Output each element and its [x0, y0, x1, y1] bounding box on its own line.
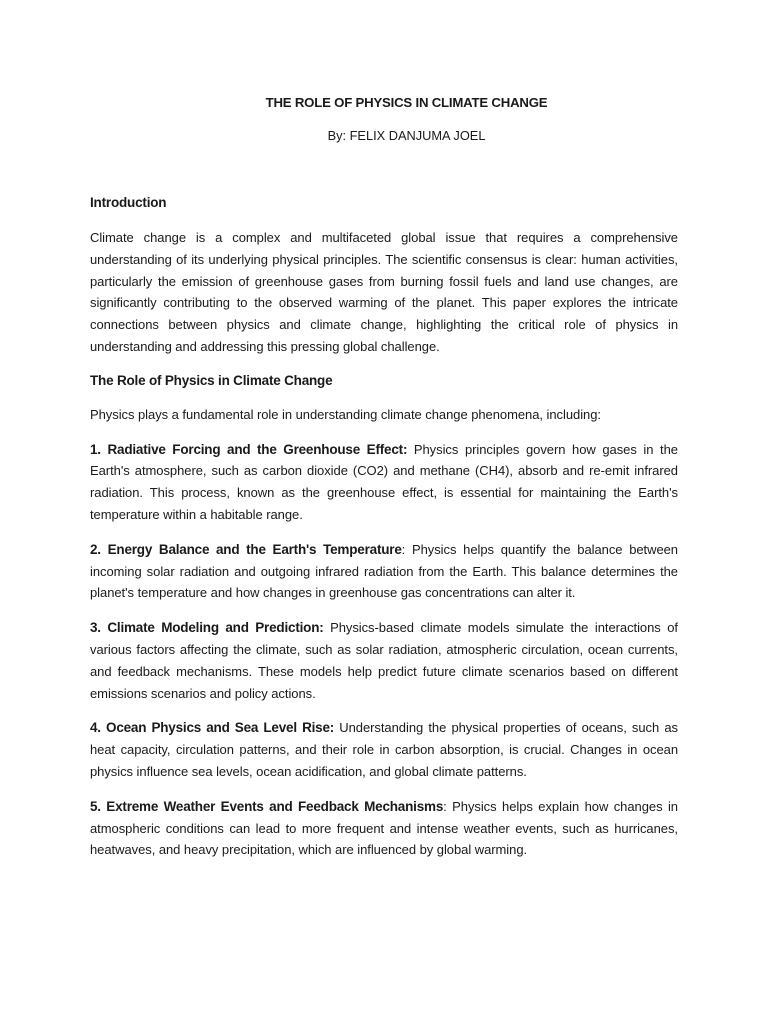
list-item: [90, 717, 678, 782]
role-heading: The Role of Physics in Climate Change: [90, 372, 333, 388]
list-item-title: 2. Energy Balance and the Earth's Temperature: [90, 541, 402, 557]
introduction-heading: Introduction: [90, 195, 167, 210]
list-item-title: 1. Radiative Forcing and the Greenhouse Effect:: [90, 441, 408, 457]
document-title: THE ROLE OF PHYSICS IN CLIMATE CHANGE: [265, 95, 548, 110]
introduction-paragraph: Climate change is a complex and multifaceted global issue that requires a comprehensive understanding of its underlying physical principles. The scientific consensus is clear: human activities, particularly the emission of greenhouse gases from burning fossil fuels and land use changes, are significantly contributing to the observed warming of the planet. This paper explores the intricate connections between physics and climate change, highlighting the critical role of physics in understanding and addressing this pressing global challenge.: [90, 230, 678, 354]
list-item-text: Physics-based climate models simulate the interactions of various factors affecting the climate, such as solar radiation, atmospheric circulation, ocean currents, and feedback mechanisms. These models help predict future climate scenarios based on different emissions scenarios and policy actions.: [90, 620, 678, 701]
role-paragraph: Physics plays a fundamental role in understanding climate change phenomena, including:: [90, 406, 601, 422]
document-author: By: FELIX DANJUMA JOEL: [327, 128, 486, 143]
list-item: [90, 796, 678, 861]
list-item-title: 3. Climate Modeling and Prediction:: [90, 620, 324, 636]
document-page: [90, 92, 678, 861]
list-item-text: Understanding the physical properties of oceans, such as heat capacity, circulation patterns, and their role in carbon absorption, is crucial. Changes in ocean physics influence sea levels, ocean acidification, and global climate patterns.: [90, 720, 678, 779]
list-item-title: 4. Ocean Physics and Sea Level Rise:: [90, 720, 335, 736]
list-item-text: : Physics helps quantify the balance between incoming solar radiation and outgoing infrared radiation from the Earth. This balance determines the planet's temperature and how changes in greenhouse gas concentrations can alter it.: [90, 541, 678, 601]
list-item: [90, 439, 678, 526]
list-item: [90, 617, 678, 704]
list-item: [90, 539, 678, 604]
list-item-title: 5. Extreme Weather Events and Feedback Mechanisms: [90, 798, 444, 814]
list-item-text: : Physics helps explain how changes in atmospheric conditions can lead to more frequent and intense weather events, such as hurricanes, heatwaves, and heavy precipitation, which are influenced by global warming.: [90, 798, 678, 858]
list-item-text: Physics principles govern how gases in the Earth's atmosphere, such as carbon dioxide (CO2) and methane (CH4), absorb and re-emit infrared radiation. This process, known as the greenhouse effect, is essential for maintaining the Earth's temperature within a habitable range.: [90, 441, 678, 522]
